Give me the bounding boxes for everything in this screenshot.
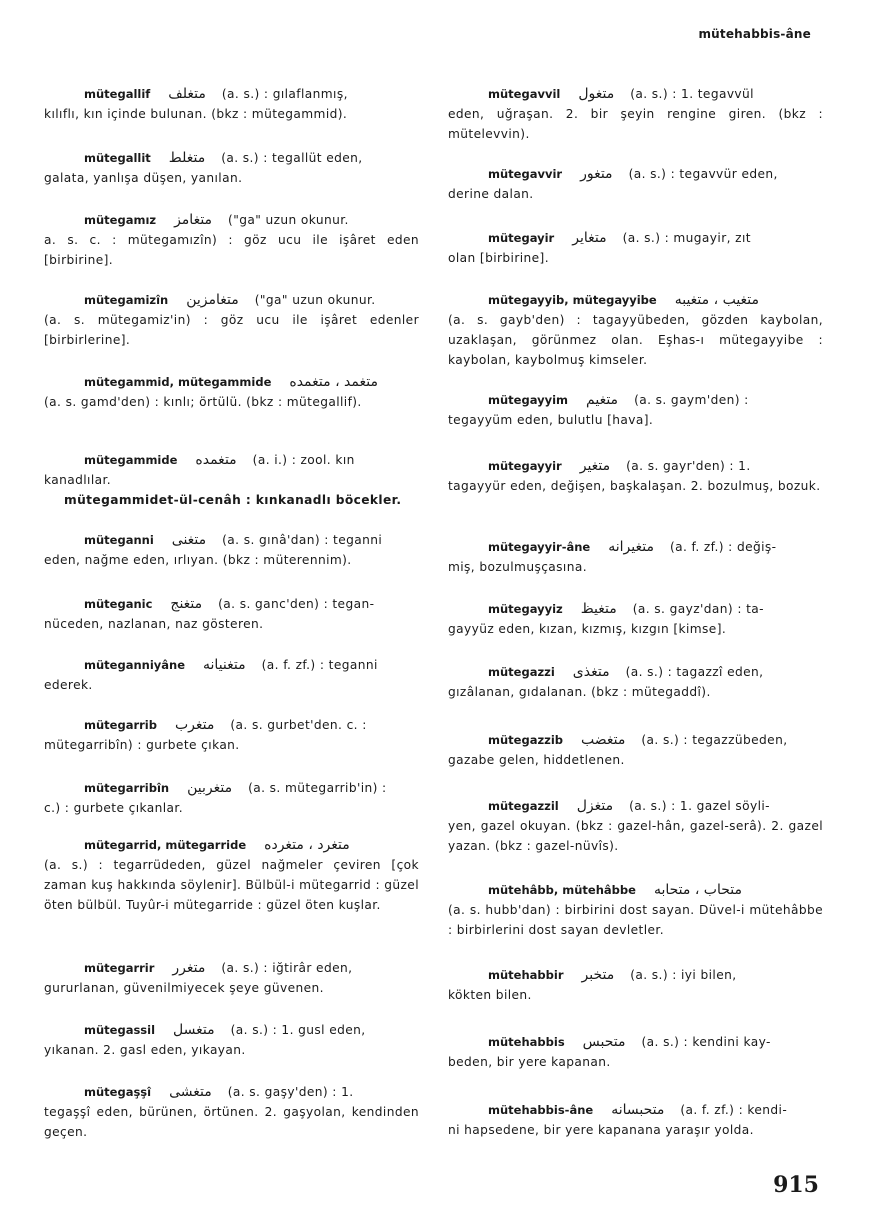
definition-text: eden, nağme eden, ırlıyan. (bkz : müterennim).	[44, 553, 352, 567]
definition-text: (a. s. hubb'dan) : birbirini dost sayan. Düvel-i mütehâbbe : birbirlerini dost sayan devletler.	[448, 903, 823, 937]
headword: mütegayyim	[488, 393, 569, 407]
dictionary-entry	[448, 537, 823, 577]
definition-text: (a. s.) : tegarrüdeden, güzel nağmeler çeviren [çok zaman kuş hakkında söylenir]. Bülbül-i mütegarrid : güzel öten bülbül. Tuyûr-i mütegarride : güzel öten kuşlar.	[44, 858, 419, 912]
headword: mütegayyir-âne	[488, 540, 591, 554]
definition-start: (a. s. gaşy'den) : 1.	[227, 1085, 354, 1099]
arabic-script: متغامزين	[186, 292, 239, 308]
definition-start: (a. s.) : tagazzî eden,	[625, 665, 764, 679]
headword: mütegamız	[84, 213, 157, 227]
headword: mütehâbb, mütehâbbe	[488, 883, 636, 897]
arabic-script: متغربين	[187, 780, 233, 796]
definition-text: (a. s. mütegamiz'in) : göz ucu ile işâret edenler [birbirlerine].	[44, 313, 419, 347]
definition-text: galata, yanlışa düşen, yanılan.	[44, 171, 243, 185]
arabic-script: متغشى	[169, 1084, 212, 1100]
definition-text: ni hapsedene, bir yere kapanana yaraşır yolda.	[448, 1123, 754, 1137]
dictionary-entry	[44, 778, 419, 818]
headword: mütehabbis-âne	[488, 1103, 594, 1117]
dictionary-entry	[44, 290, 419, 350]
entry-headline	[448, 880, 823, 900]
entry-headline	[448, 390, 823, 410]
definition-text: tegayyüm eden, bulutlu [hava].	[448, 413, 654, 427]
arabic-script: متغنى	[171, 532, 207, 548]
dictionary-entry	[44, 594, 419, 634]
headword: mütegaşşî	[84, 1085, 152, 1099]
entry-headline	[448, 796, 823, 816]
definition-start: (a. s. gurbet'den. c. :	[230, 718, 367, 732]
definition-text: kanadlılar.	[44, 473, 112, 487]
arabic-script: متغمد ، متغمده	[289, 374, 378, 390]
entry-headline	[448, 1032, 823, 1052]
entry-headline	[44, 1020, 419, 1040]
headword: mütegavvil	[488, 87, 561, 101]
arabic-script: متغيم	[586, 392, 619, 408]
dictionary-entry	[44, 715, 419, 755]
definition-text: nüceden, nazlanan, naz gösteren.	[44, 617, 264, 631]
dictionary-entry	[448, 1100, 823, 1140]
headword: mütegammid, mütegammide	[84, 375, 272, 389]
dictionary-entry	[448, 290, 823, 370]
arabic-script: متغرب	[174, 717, 215, 733]
dictionary-entry	[448, 730, 823, 770]
arabic-script: متغامز	[174, 212, 213, 228]
entry-headline	[44, 84, 419, 104]
arabic-script: متغرد ، متغرده	[264, 837, 350, 853]
headword: mütegallif	[84, 87, 151, 101]
headword: mütegarribîn	[84, 781, 170, 795]
arabic-script: متغمده	[195, 452, 237, 468]
arabic-script: متغلف	[168, 86, 206, 102]
arabic-script: متغنيانه	[203, 657, 246, 673]
arabic-script: متغول	[578, 86, 615, 102]
arabic-script: متحبس	[582, 1034, 626, 1050]
definition-start: (a. s. mütegarrib'in) :	[248, 781, 387, 795]
headword: mütegazzil	[488, 799, 559, 813]
headword: mütegavvir	[488, 167, 563, 181]
entry-headline	[44, 958, 419, 978]
dictionary-entry	[448, 965, 823, 1005]
definition-text: mütegarribîn) : gurbete çıkan.	[44, 738, 240, 752]
definition-start: (a. f. zf.) : değiş-	[669, 540, 777, 554]
headword: mütegazzi	[488, 665, 555, 679]
definition-text: gururlanan, güvenilmiyecek şeye güvenen.	[44, 981, 324, 995]
headword: müteganic	[84, 597, 153, 611]
definition-text: yıkanan. 2. gasl eden, yıkayan.	[44, 1043, 246, 1057]
definition-start: (a. s.) : mugayir, zıt	[622, 231, 751, 245]
entry-headline	[448, 662, 823, 682]
entry-headline	[44, 530, 419, 550]
definition-start: ("ga" uzun okunur.	[228, 213, 349, 227]
definition-text: kılıflı, kın içinde bulunan. (bkz : mütegammid).	[44, 107, 348, 121]
definition-start: (a. s.) : iyi bilen,	[630, 968, 737, 982]
dictionary-entry	[44, 958, 419, 998]
definition-text: a. s. c. : mütegamızîn) : göz ucu ile işâret eden [birbirine].	[44, 233, 419, 267]
entry-headline	[44, 148, 419, 168]
sub-entry: mütegammidet-ül-cenâh : kınkanadlı böcekler.	[64, 493, 402, 507]
definition-start: (a. s.) : iğtirâr eden,	[221, 961, 353, 975]
entry-headline	[44, 778, 419, 798]
headword: mütegayir	[488, 231, 555, 245]
definition-start: (a. s. gayr'den) : 1.	[626, 459, 751, 473]
definition-text: olan [birbirine].	[448, 251, 549, 265]
arabic-script: متغاير	[572, 230, 607, 246]
definition-text: beden, bir yere kapanan.	[448, 1055, 611, 1069]
entry-headline	[44, 715, 419, 735]
entry-headline	[448, 456, 823, 476]
entry-headline	[448, 730, 823, 750]
arabic-script: متغلط	[168, 150, 206, 166]
page-number: 915	[773, 1172, 819, 1198]
running-header: mütehabbis-âne	[698, 27, 811, 41]
definition-start: (a. s. gınâ'dan) : teganni	[222, 533, 383, 547]
entry-headline	[44, 210, 419, 230]
dictionary-entry	[44, 210, 419, 270]
definition-start: (a. s.) : tegallüt eden,	[221, 151, 363, 165]
definition-text: gayyüz eden, kızan, kızmış, kızgın [kimse].	[448, 622, 727, 636]
headword: mütegayyiz	[488, 602, 563, 616]
definition-start: (a. f. zf.) : kendi-	[680, 1103, 788, 1117]
entry-headline	[448, 599, 823, 619]
entry-headline	[448, 228, 823, 248]
arabic-script: متغزل	[576, 798, 614, 814]
definition-text: (a. s. gayb'den) : tagayyübeden, gözden kaybolan, uzaklaşan, görünmez olan. Eşhas-ı mütegayyibe : kaybolan, kaybolmuş kimseler.	[448, 313, 823, 367]
entry-headline	[448, 1100, 823, 1120]
dictionary-entry	[44, 372, 419, 412]
headword: mütehabbir	[488, 968, 564, 982]
definition-start: (a. s.) : 1. tegavvül	[630, 87, 754, 101]
definition-start: (a. s. gaym'den) :	[634, 393, 749, 407]
dictionary-entry	[44, 1082, 419, 1142]
definition-start: (a. s.) : tegavvür eden,	[628, 167, 778, 181]
definition-text: gızâlanan, gıdalanan. (bkz : mütegaddî).	[448, 685, 711, 699]
definition-text: c.) : gurbete çıkanlar.	[44, 801, 183, 815]
definition-start: (a. s.) : kendini kay-	[641, 1035, 771, 1049]
entry-headline	[448, 84, 823, 104]
dictionary-entry	[448, 164, 823, 204]
dictionary-entry	[448, 84, 823, 144]
arabic-script: متغور	[580, 166, 613, 182]
entry-headline	[44, 655, 419, 675]
arabic-script: متغذى	[572, 664, 610, 680]
entry-headline	[44, 835, 419, 855]
headword: mütegammide	[84, 453, 178, 467]
arabic-script: متغير	[579, 458, 611, 474]
dictionary-entry	[448, 390, 823, 430]
headword: mütegallit	[84, 151, 151, 165]
dictionary-entry	[448, 228, 823, 268]
arabic-script: متغيب ، متغيبه	[674, 292, 760, 308]
definition-text: derine dalan.	[448, 187, 534, 201]
definition-text: ederek.	[44, 678, 93, 692]
arabic-script: متخبر	[581, 967, 615, 983]
dictionary-entry	[44, 1020, 419, 1060]
definition-text: (a. s. gamd'den) : kınlı; örtülü. (bkz : mütegallif).	[44, 395, 362, 409]
arabic-script: متغيرانه	[608, 539, 654, 555]
dictionary-entry	[44, 450, 419, 510]
entry-headline	[44, 1082, 419, 1102]
headword: müteganni	[84, 533, 154, 547]
arabic-script: متغنج	[170, 596, 203, 612]
entry-headline	[44, 290, 419, 310]
definition-text: kökten bilen.	[448, 988, 532, 1002]
definition-start: (a. s.) : gılaflanmış,	[221, 87, 348, 101]
headword: mütehabbis	[488, 1035, 565, 1049]
definition-start: (a. s. gayz'dan) : ta-	[632, 602, 764, 616]
definition-start: (a. f. zf.) : teganni	[261, 658, 378, 672]
arabic-script: متغضب	[581, 732, 626, 748]
dictionary-entry	[448, 456, 823, 496]
definition-text: tagayyür eden, değişen, başkalaşan. 2. bozulmuş, bozuk.	[448, 479, 821, 493]
entry-headline	[44, 372, 419, 392]
headword: mütegamizîn	[84, 293, 169, 307]
arabic-script: متحاب ، متحابه	[653, 882, 742, 898]
entry-headline	[448, 164, 823, 184]
headword: mütegarrir	[84, 961, 155, 975]
definition-text: yen, gazel okuyan. (bkz : gazel-hân, gazel-serâ). 2. gazel yazan. (bkz : gazel-nüvîs).	[448, 819, 823, 853]
definition-start: (a. s.) : 1. gazel söyli-	[629, 799, 770, 813]
dictionary-entry	[448, 880, 823, 940]
definition-start: (a. i.) : zool. kın	[252, 453, 355, 467]
headword: mütegarrid, mütegarride	[84, 838, 247, 852]
dictionary-entry	[44, 835, 419, 915]
headword: mütegazzib	[488, 733, 564, 747]
entry-headline	[44, 450, 419, 470]
headword: müteganniyâne	[84, 658, 186, 672]
definition-text: gazabe gelen, hiddetlenen.	[448, 753, 625, 767]
dictionary-entry	[448, 1032, 823, 1072]
entry-headline	[448, 965, 823, 985]
definition-start: (a. s.) : 1. gusl eden,	[230, 1023, 366, 1037]
dictionary-entry	[448, 599, 823, 639]
dictionary-entry	[44, 655, 419, 695]
entry-headline	[448, 537, 823, 557]
arabic-script: متغسل	[173, 1022, 215, 1038]
definition-text: tegaşşî eden, bürünen, örtünen. 2. gaşyolan, kendinden geçen.	[44, 1105, 419, 1139]
definition-text: miş, bozulmuşçasına.	[448, 560, 587, 574]
definition-start: (a. s. ganc'den) : tegan-	[218, 597, 375, 611]
dictionary-entry	[44, 148, 419, 188]
dictionary-entry	[448, 796, 823, 856]
arabic-script: متحبسانه	[611, 1102, 665, 1118]
headword: mütegassil	[84, 1023, 156, 1037]
headword: mütegarrib	[84, 718, 157, 732]
headword: mütegayyib, mütegayyibe	[488, 293, 657, 307]
definition-start: (a. s.) : tegazzübeden,	[641, 733, 788, 747]
definition-start: ("ga" uzun okunur.	[254, 293, 376, 307]
dictionary-entry	[448, 662, 823, 702]
dictionary-entry	[44, 530, 419, 570]
dictionary-entry	[44, 84, 419, 124]
headword: mütegayyir	[488, 459, 562, 473]
entry-headline	[448, 290, 823, 310]
entry-headline	[44, 594, 419, 614]
arabic-script: متغيظ	[580, 601, 617, 617]
definition-text: eden, uğraşan. 2. bir şeyin rengine giren. (bkz : mütelevvin).	[448, 107, 823, 141]
arabic-script: متغرر	[172, 960, 206, 976]
